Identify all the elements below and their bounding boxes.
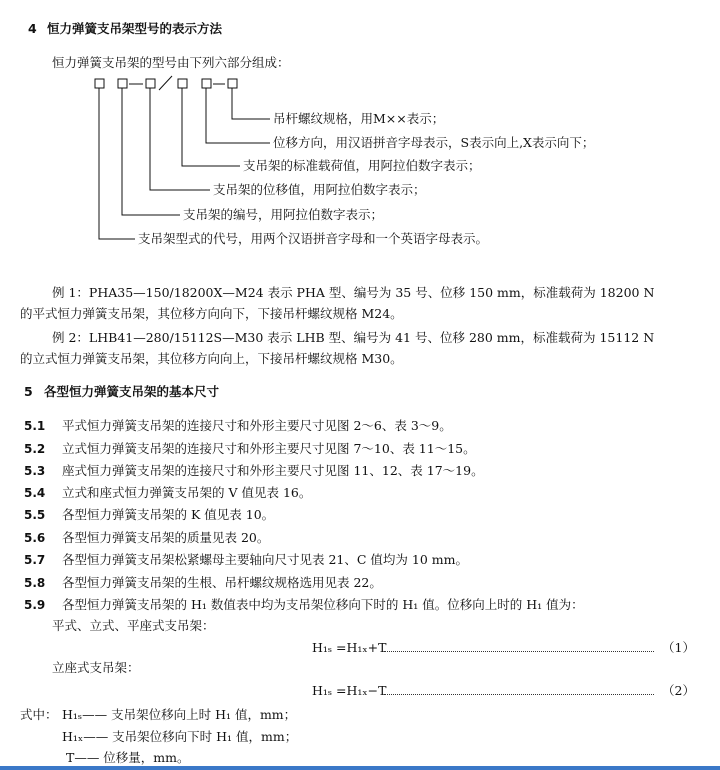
item-5-5-number: 5.5 [24, 508, 46, 522]
definitions-lead: 式中： [20, 707, 58, 722]
item-5-3-text: 座式恒力弹簧支吊架的连接尺寸和外形主要尺寸见图 11、12、表 17～19。 [62, 463, 484, 478]
separator-slash [159, 76, 172, 90]
formula-2-lhs: H₁ₛ [312, 683, 333, 698]
formula-1-rhs: =H₁ₓ+T [336, 640, 387, 655]
window-bottom-edge [0, 766, 720, 770]
item-5-8-number: 5.8 [24, 576, 46, 590]
formula-1-lhs: H₁ₛ [312, 640, 333, 655]
item-5-6-number: 5.6 [24, 531, 46, 545]
example-2-line-2: 的立式恒力弹簧支吊架，其位移方向向上，下接吊杆螺纹规格 M30。 [20, 351, 403, 366]
leader-line-4 [182, 88, 240, 166]
section-4-intro: 恒力弹簧支吊架的型号由下列六部分组成： [52, 55, 290, 70]
leader-line-5 [206, 88, 270, 143]
leader-line-2 [122, 88, 180, 215]
section-4-title: 恒力弹簧支吊架型号的表示方法 [47, 21, 223, 36]
code-box-5 [202, 79, 211, 88]
leader-line-6 [232, 88, 270, 119]
code-box-6 [228, 79, 237, 88]
example-2-line-1: 例 2：LHB41—280/15112S—M30 表示 LHB 型、编号为 41 号、位移 280 mm，标准载荷为 15112 N [52, 330, 655, 345]
section-4-number: 4 [28, 21, 37, 36]
diagram-label-serial: 支吊架的编号，用阿拉伯数字表示； [183, 207, 384, 222]
code-box-3 [146, 79, 155, 88]
item-5-4-text: 立式和座式恒力弹簧支吊架的 V 值见表 16。 [62, 485, 312, 500]
item-5-5-text: 各型恒力弹簧支吊架的 K 值见表 10。 [62, 507, 275, 522]
leader-line-3 [150, 88, 210, 190]
definition-h1s: H₁ₛ—— 支吊架位移向上时 H₁ 值，mm； [62, 707, 297, 722]
item-5-2-text: 立式恒力弹簧支吊架的连接尺寸和外形主要尺寸见图 7～10、表 11～15。 [62, 441, 476, 456]
formula-1-label: 平式、立式、平座式支吊架： [52, 618, 215, 633]
item-5-8-text: 各型恒力弹簧支吊架的生根、吊杆螺纹规格选用见表 22。 [62, 575, 382, 590]
item-5-2-number: 5.2 [24, 442, 46, 456]
section-5-title: 各型恒力弹簧支吊架的基本尺寸 [44, 384, 220, 399]
code-box-2 [118, 79, 127, 88]
item-5-1-number: 5.1 [24, 419, 46, 433]
item-5-6-text: 各型恒力弹簧支吊架的质量见表 20。 [62, 530, 270, 545]
item-5-9-number: 5.9 [24, 598, 46, 612]
item-5-7-text: 各型恒力弹簧支吊架松紧螺母主要轴向尺寸见表 21、C 值均为 10 mm。 [62, 552, 468, 567]
item-5-1-text: 平式恒力弹簧支吊架的连接尺寸和外形主要尺寸见图 2～6、表 3～9。 [62, 418, 452, 433]
definition-h1x: H₁ₓ—— 支吊架位移向下时 H₁ 值，mm； [62, 729, 298, 744]
example-1-line-2: 的平式恒力弹簧支吊架，其位移方向向下，下接吊杆螺纹规格 M24。 [20, 306, 403, 321]
formula-1-number: （1） [662, 640, 695, 655]
example-1-line-1: 例 1：PHA35—150/18200X—M24 表示 PHA 型、编号为 35 号、位移 150 mm，标准载荷为 18200 N [52, 285, 655, 300]
formula-2-rhs: =H₁ₓ−T [336, 683, 387, 698]
diagram-label-thread: 吊杆螺纹规格，用M××表示； [273, 111, 445, 126]
formula-2-leader-dots [384, 694, 654, 695]
item-5-4-number: 5.4 [24, 486, 46, 500]
leader-line-1 [99, 88, 135, 239]
diagram-label-load: 支吊架的标准载荷值，用阿拉伯数字表示； [243, 158, 481, 173]
item-5-3-number: 5.3 [24, 464, 46, 478]
code-box-4 [178, 79, 187, 88]
formula-2-number: （2） [662, 683, 695, 698]
formula-2-label: 立座式支吊架： [52, 660, 140, 675]
item-5-9-text: 各型恒力弹簧支吊架的 H₁ 数值表中均为支吊架位移向下时的 H₁ 值。位移向上时的 H₁ 值为： [62, 597, 584, 612]
diagram-label-type: 支吊架型式的代号，用两个汉语拼音字母和一个英语字母表示。 [138, 231, 489, 246]
diagram-label-direction: 位移方向，用汉语拼音字母表示，S表示向上,X表示向下； [273, 135, 595, 150]
section-5-number: 5 [24, 384, 33, 399]
code-box-1 [95, 79, 104, 88]
diagram-label-displacement: 支吊架的位移值，用阿拉伯数字表示； [213, 182, 426, 197]
item-5-7-number: 5.7 [24, 553, 46, 567]
definition-t: T—— 位移量，mm。 [66, 750, 190, 765]
formula-1-leader-dots [384, 651, 654, 652]
